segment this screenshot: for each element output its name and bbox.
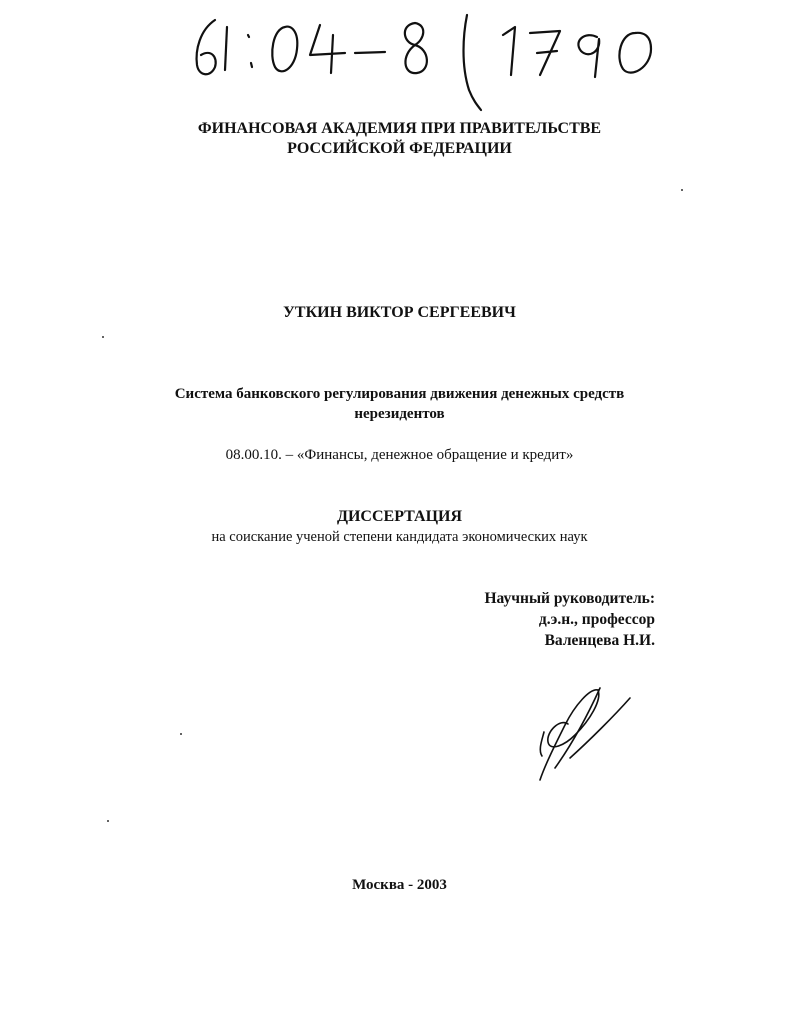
institution-line2: РОССИЙСКОЙ ФЕДЕРАЦИИ <box>287 140 512 157</box>
handwritten-number-drawing <box>185 5 665 115</box>
title-line2: нерезидентов <box>354 406 445 422</box>
scan-speck <box>102 336 104 338</box>
supervisor-block <box>430 588 655 651</box>
handwritten-archive-number <box>185 5 665 115</box>
work-type: ДИССЕРТАЦИЯ <box>336 508 463 525</box>
supervisor-name: Валенцева Н.И. <box>544 632 655 649</box>
degree-line: на соискание ученой степени кандидата экономических наук <box>211 529 588 545</box>
scan-speck <box>180 733 182 735</box>
title-line1: Система банковского регулирования движения денежных средств <box>174 386 625 402</box>
specialty-code: 08.00.10. – «Финансы, денежное обращение и кредит» <box>225 447 574 463</box>
signature-drawing <box>520 680 640 790</box>
signature <box>520 680 640 790</box>
scan-speck <box>107 820 109 822</box>
author-name: УТКИН ВИКТОР СЕРГЕЕВИЧ <box>283 304 516 321</box>
city-year: Москва - 2003 <box>352 877 447 893</box>
supervisor-degree: д.э.н., профессор <box>538 611 655 628</box>
institution-line1: ФИНАНСОВАЯ АКАДЕМИЯ ПРИ ПРАВИТЕЛЬСТВЕ <box>197 120 602 137</box>
scan-speck <box>681 189 683 191</box>
supervisor-label: Научный руководитель: <box>484 590 655 607</box>
